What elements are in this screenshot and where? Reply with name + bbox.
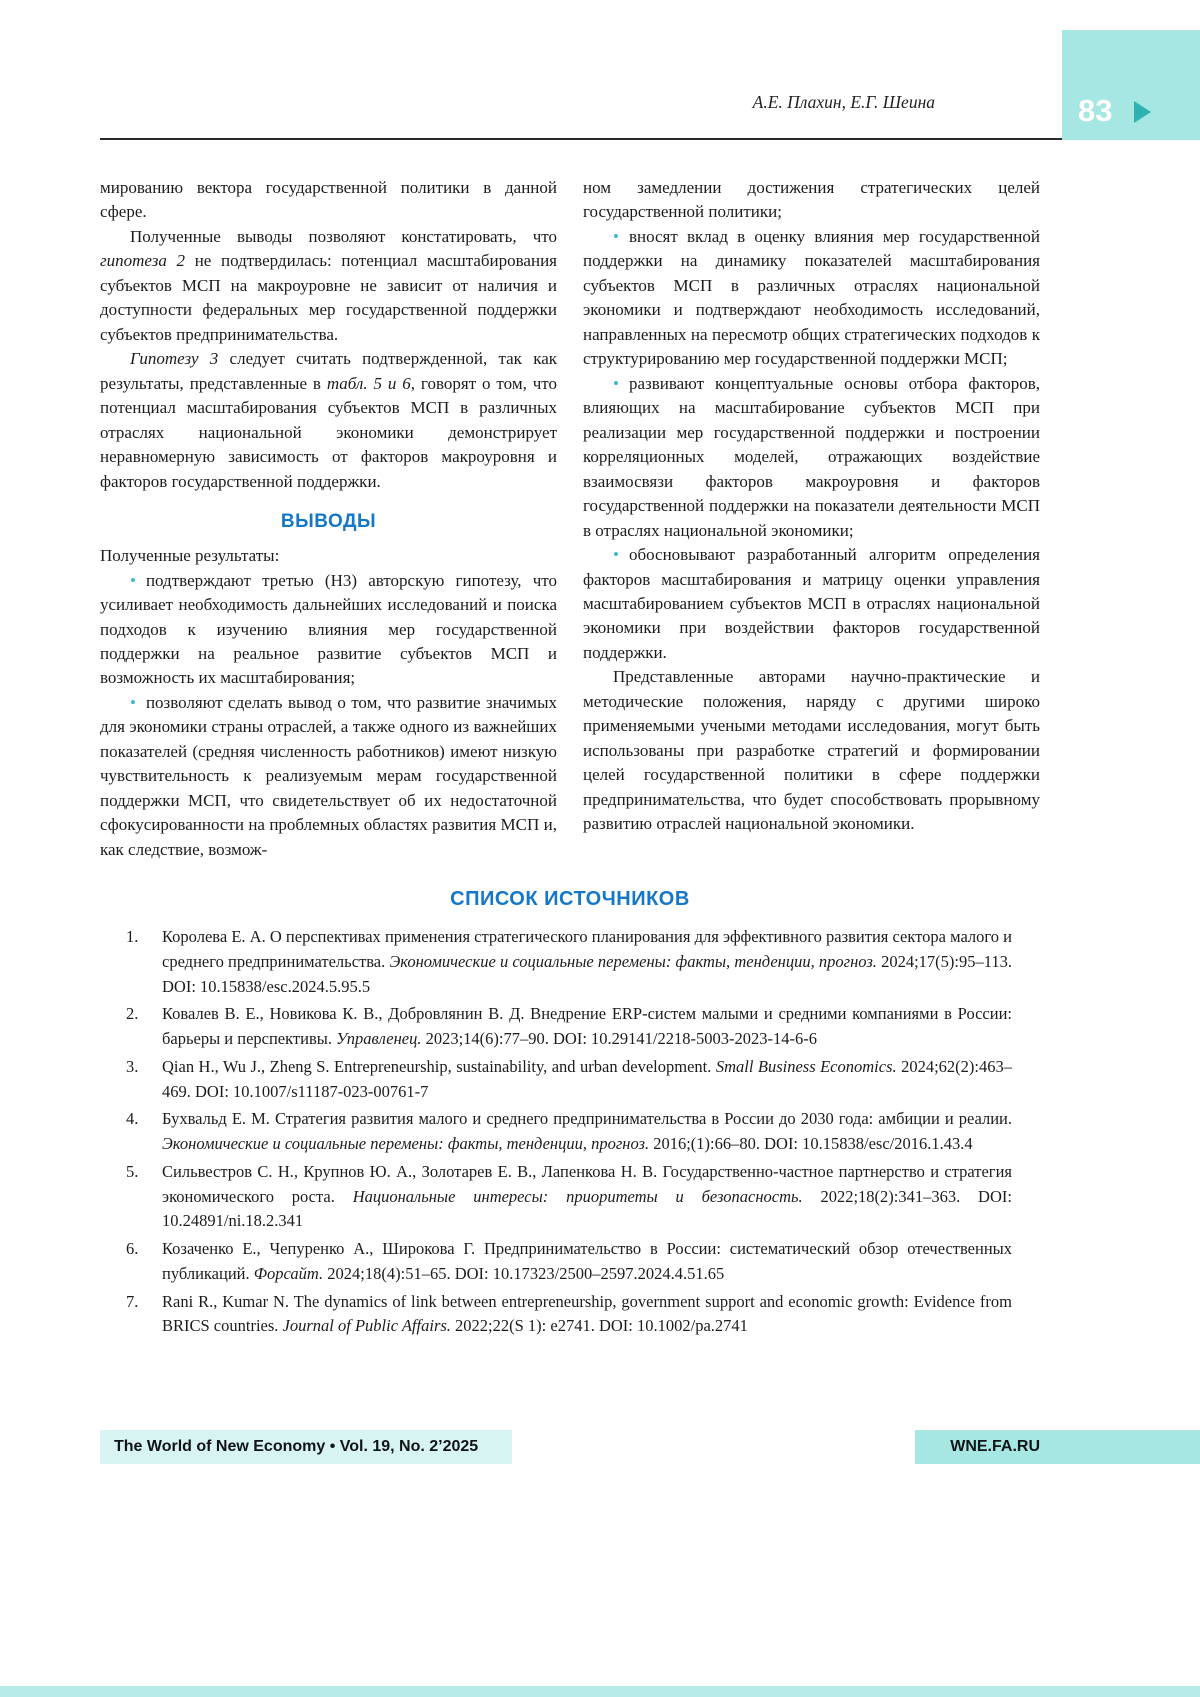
page-number: 83 [1078,93,1113,128]
bullet-icon: • [613,545,619,565]
paragraph [583,176,1040,225]
paragraph [583,372,1040,543]
paragraph [583,543,1040,665]
article-body [100,176,1040,862]
page-number-block [1062,30,1200,140]
references-list [100,925,1040,1339]
italic-text: Экономические и социальные перемены: факты, тенденции, прогноз. [389,951,877,971]
reference-number: 1. [126,927,139,947]
italic-text: Форсайт. [253,1263,324,1283]
text-run: Полученные выводы позволяют констатировать, что [130,226,557,246]
text-run: Ковалев В. Е., Новикова К. В., Добровлянин В. Д. Внедрение ERP-систем малыми и средними компаниями в России: барьеры и перспективы. [162,1004,1012,1049]
reference-text [162,1055,1012,1105]
arrow-right-icon [1134,101,1151,123]
text-run: Козаченко Е., Чепуренко А., Широкова Г. Предпринимательство в России: систематический обзор отечественных публикаций. [162,1239,1012,1283]
text-run: 2024;17(5):95–113. DOI: 10.15838/esc.2024.5.95.5 [162,951,1012,996]
text-run: Представленные авторами научно-практические и методические положения, наряду с другими широко применяемыми учеными методами исследования, могут быть использованы при разработке стратегий и формировании целей государственной политики в сфере поддержки предпринимательства, что будет способствовать прорывному развитию отраслей национальной экономики. [583,667,1040,834]
text-run: ном замедлении достижения стратегических целей государственной политики; [583,178,1040,222]
text-run: подтверждают третью (Н3) авторскую гипотезу, что усиливает необходимость дальнейших исследований и поиска подходов к изучению влияния мер государственной поддержки на реальное развитие субъектов МСП и возможность их масштабирования; [100,570,557,688]
text-run: мированию вектора государственной политики в данной сфере. [100,178,557,222]
text-run: 2023;14(6):77–90. DOI: 10.29141/2218-5003-2023-14-6-6 [421,1029,817,1049]
right-column [583,176,1040,862]
text-run: , говорят о том, что потенциал масштабирования субъектов МСП в различных отраслях национальной экономики демонстрирует неравномерную зависимость от факторов макроуровня и факторов государственной поддержки. [100,373,557,491]
footer-journal-info: The World of New Economy • Vol. 19, No. 2’2025 [100,1430,512,1464]
italic-text: Journal of Public Affairs. [282,1316,451,1336]
bullet-icon: • [130,570,136,590]
reference-item [126,1055,1012,1105]
reference-number: 5. [126,1161,139,1181]
reference-number: 4. [126,1109,139,1129]
footer-site-url: WNE.FA.RU [915,1430,1200,1464]
reference-item [126,1237,1012,1287]
left-column [100,176,557,862]
paragraph [100,176,557,225]
reference-text [162,925,1012,999]
text-run: Qian H., Wu J., Zheng S. Entrepreneurship, sustainability, and urban development. [162,1056,716,1076]
italic-text: Экономические и социальные перемены: факты, тенденции, прогноз. [162,1134,650,1154]
paragraph [100,544,557,568]
italic-text: Управленец. [336,1029,422,1049]
text-run: 2016;(1):66–80. DOI: 10.15838/esc/2016.1.43.4 [649,1134,973,1154]
text-run: Бухвальд Е. М. Стратегия развития малого и среднего предпринимательства в России до 2030 года: амбиции и реалии. [162,1109,1012,1129]
reference-number: 3. [126,1056,139,1076]
page-header [0,0,1200,142]
reference-text [162,1237,1012,1287]
section-heading-conclusions: ВЫВОДЫ [280,511,377,533]
italic-text: табл. 5 и 6 [326,373,411,393]
paragraph [100,569,557,691]
reference-text [162,1002,1012,1052]
reference-number: 7. [126,1291,139,1311]
bullet-icon: • [130,692,136,712]
italic-text: Гипотезу 3 [130,349,219,369]
references-section [100,888,1040,1339]
text-run: Полученные результаты: [100,546,280,566]
reference-item [126,925,1012,999]
text-run: 2022;18(2):341–363. DOI: 10.24891/ni.18.2.341 [162,1186,1012,1231]
text-run: не подтвердилась: потенциал масштабирования субъектов МСП на макроуровне не зависит от наличия и доступности федеральных мер государственной поддержки субъектов предпринимательства. [100,251,557,344]
bullet-icon: • [613,373,619,393]
reference-item [126,1160,1012,1234]
paragraph [100,691,557,862]
reference-text [162,1290,1012,1340]
text-run: обосновывают разработанный алгоритм определения факторов масштабирования и матрицу оценки управления масштабированием субъектов МСП в отраслях национальной экономики при воздействии факторов государственной поддержки. [583,545,1040,662]
reference-number: 6. [126,1239,139,1259]
text-run: 2024;62(2):463–469. DOI: 10.1007/s11187-023-00761-7 [162,1056,1012,1101]
text-run: 2024;18(4):51–65. DOI: 10.17323/2500–2597.2024.4.51.65 [323,1263,725,1283]
text-run: вносят вклад в оценку влияния мер государственной поддержки на динамику показателей масштабирования субъектов МСП в различных отраслях национальной экономики и подтверждают необходимость исследований, направленных на пересмотр общих стратегических подходов к структурированию мер государственной поддержки МСП; [583,226,1040,369]
italic-text: Национальные интересы: приоритеты и безопасность. [352,1186,803,1206]
italic-text: Small Business Economics. [715,1056,897,1076]
running-head-authors: А.Е. Плахин, Е.Г. Шеина [752,92,935,112]
references-heading: СПИСОК ИСТОЧНИКОВ [450,888,690,911]
reference-item [126,1002,1012,1052]
reference-item [126,1107,1012,1157]
paragraph [100,347,557,494]
paragraph [100,225,557,347]
text-run: 2022;22(S 1): e2741. DOI: 10.1002/pa.2741 [450,1316,748,1336]
paragraph [583,225,1040,372]
text-run: Королева Е. А. О перспективах применения стратегического планирования для эффективного развития сектора малого и среднего предпринимательства. [162,927,1012,971]
text-run: позволяют сделать вывод о том, что развитие значимых для экономики страны отраслей, а также одного из важнейших показателей (средняя численность работников) имеют низкую чувствительность к реализуемым мерам государственной поддержки МСП, что свидетельствует об их недостаточной сфокусированности на проблемных областях развития МСП и, как следствие, возмож- [100,692,557,859]
text-run: следует считать подтвержденной, так как результаты, представленные в [100,349,558,393]
paragraph [583,665,1040,836]
italic-text: гипотеза 2 [100,251,186,271]
text-run: Rani R., Kumar N. The dynamics of link between entrepreneurship, government support and economic growth: Evidence from BRICS countries. [162,1291,1012,1336]
reference-text [162,1107,1012,1157]
page-bottom-bar [0,1686,1200,1697]
reference-text [162,1160,1012,1234]
reference-number: 2. [126,1004,139,1024]
text-run: Сильвестров С. Н., Крупнов Ю. А., Золотарев Е. В., Лапенкова Н. В. Государственно-частное партнерство и стратегия экономического роста. [162,1161,1012,1206]
text-run: развивают концептуальные основы отбора факторов, влияющих на масштабирование субъектов МСП при реализации мер государственной поддержки и построении корреляционных моделей, отражающих воздействие взаимосвязи факторов макроуровня и факторов государственной поддержки на показатели деятельности МСП в отраслях национальной экономики; [583,373,1040,540]
reference-item [126,1290,1012,1340]
header-rule [100,138,1062,140]
bullet-icon: • [613,226,619,246]
